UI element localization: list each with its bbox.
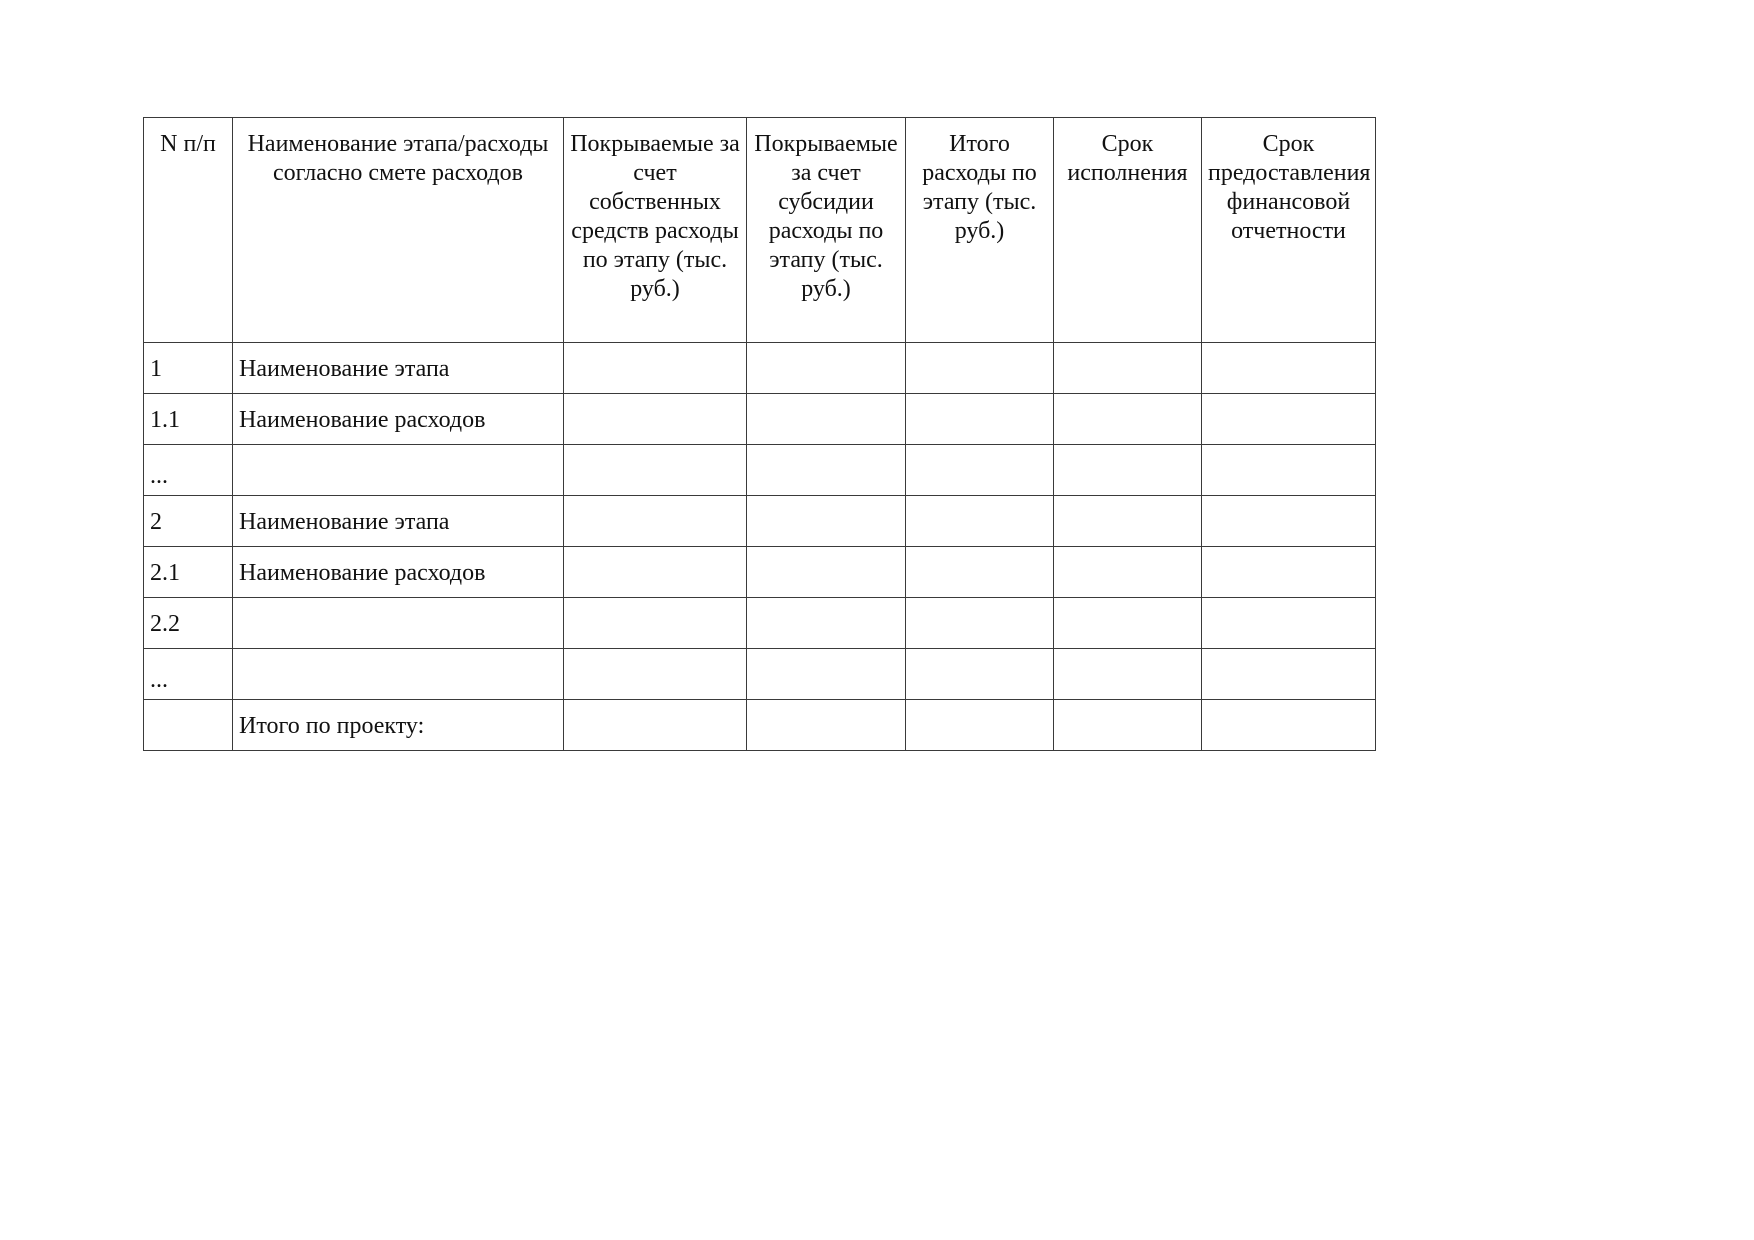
cell-num: ... [144,649,233,700]
cell-total [906,649,1054,700]
cell-name: Наименование расходов [233,547,564,598]
cell-own-funds [564,547,747,598]
cell-total [906,700,1054,751]
cell-own-funds [564,496,747,547]
cell-name: Наименование расходов [233,394,564,445]
column-header-num: N п/п [144,118,233,343]
cell-deadline [1054,496,1202,547]
cell-deadline [1054,649,1202,700]
cell-subsidy [747,547,906,598]
table-row [144,343,1376,394]
cell-total [906,547,1054,598]
cell-own-funds [564,343,747,394]
cell-total [906,343,1054,394]
cell-own-funds [564,649,747,700]
cell-subsidy [747,649,906,700]
column-header-own-funds: Покрываемые за счет собственных средств расходы по этапу (тыс. руб.) [564,118,747,343]
table-row [144,547,1376,598]
cell-subsidy [747,343,906,394]
cell-name: Наименование этапа [233,343,564,394]
column-header-report-deadline: Срок предоставления финансовой отчетности [1202,118,1376,343]
cell-report-deadline [1202,547,1376,598]
cell-deadline [1054,394,1202,445]
cell-num [144,700,233,751]
cell-num: ... [144,445,233,496]
total-row [144,700,1376,751]
cell-deadline [1054,598,1202,649]
cell-num: 1.1 [144,394,233,445]
cell-own-funds [564,394,747,445]
cell-total [906,496,1054,547]
cell-name [233,598,564,649]
cell-name [233,445,564,496]
cell-num: 1 [144,343,233,394]
cell-own-funds [564,598,747,649]
cell-num: 2 [144,496,233,547]
table-row [144,445,1376,496]
cell-report-deadline [1202,598,1376,649]
cell-deadline [1054,547,1202,598]
table-row [144,394,1376,445]
cell-num: 2.1 [144,547,233,598]
cell-subsidy [747,496,906,547]
cell-subsidy [747,394,906,445]
cell-name [233,649,564,700]
header-row [144,118,1376,343]
cell-name: Наименование этапа [233,496,564,547]
cell-report-deadline [1202,496,1376,547]
column-header-subsidy: Покрываемые за счет субсидии расходы по этапу (тыс. руб.) [747,118,906,343]
cell-report-deadline [1202,394,1376,445]
cell-report-deadline [1202,700,1376,751]
column-header-name: Наименование этапа/расходы согласно смете расходов [233,118,564,343]
cell-deadline [1054,343,1202,394]
cell-num: 2.2 [144,598,233,649]
cell-total [906,445,1054,496]
cell-subsidy [747,700,906,751]
cell-report-deadline [1202,445,1376,496]
cell-total [906,394,1054,445]
table-row [144,598,1376,649]
table-row [144,496,1376,547]
cell-deadline [1054,700,1202,751]
cell-deadline [1054,445,1202,496]
cell-total [906,598,1054,649]
cell-report-deadline [1202,649,1376,700]
column-header-deadline: Срок исполнения [1054,118,1202,343]
cell-name: Итого по проекту: [233,700,564,751]
project-budget-table [143,117,1376,751]
cell-report-deadline [1202,343,1376,394]
table-row [144,649,1376,700]
cell-own-funds [564,700,747,751]
cell-own-funds [564,445,747,496]
cell-subsidy [747,445,906,496]
cell-subsidy [747,598,906,649]
column-header-total: Итого расходы по этапу (тыс. руб.) [906,118,1054,343]
